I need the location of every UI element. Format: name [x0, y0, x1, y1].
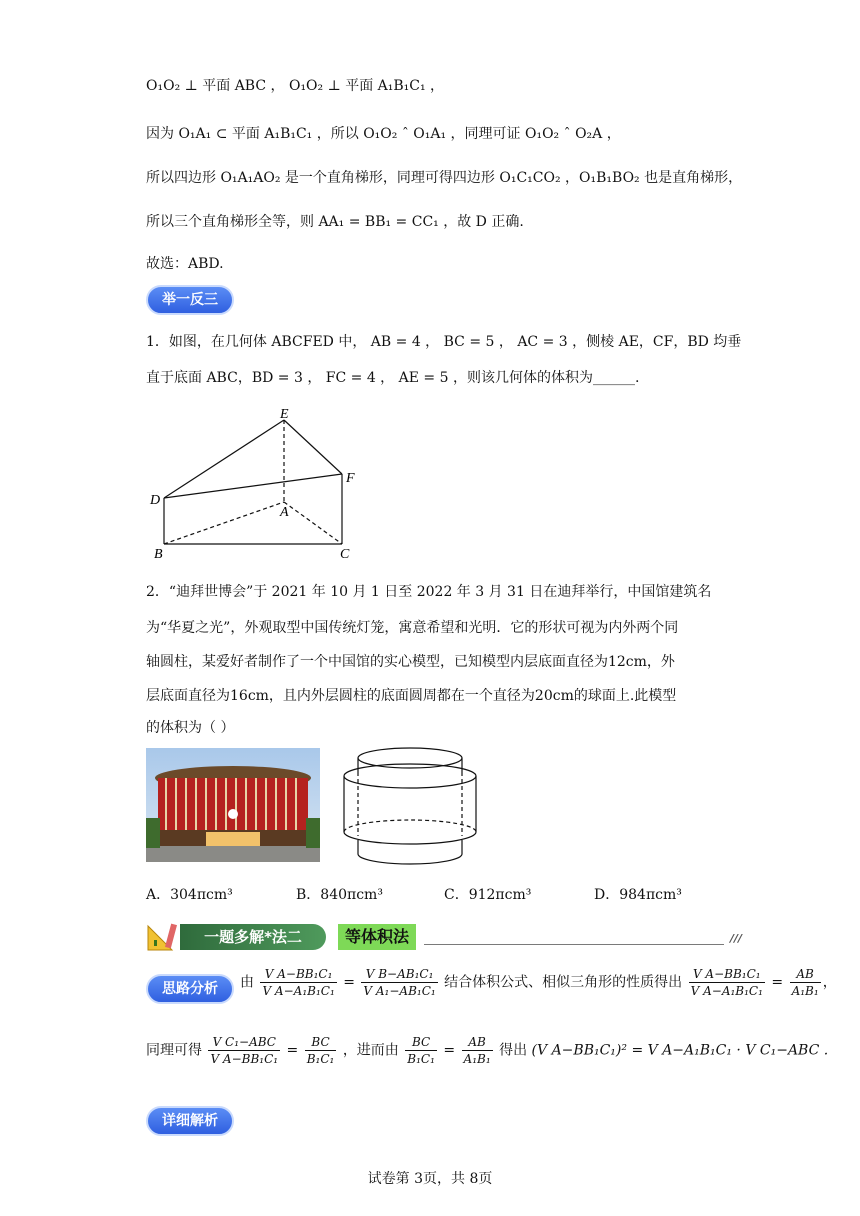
- q2-line-4: 层底面直径为16cm，且内外层圆柱的底面圆周都在一个直径为20cm的球面上.此模型: [146, 688, 677, 704]
- label-F: F: [346, 471, 355, 486]
- banner-method-label: 一题多解*法二: [180, 924, 326, 950]
- badge-detailed: 详细解析: [146, 1106, 234, 1136]
- fraction-5: $\frac{\text{V C₁−ABC}}{\text{V A−BB₁C₁}}$: [210, 1035, 279, 1066]
- q2-line-3: 轴圆柱，某爱好者制作了一个中国馆的实心模型，已知模型内层底面直径为12cm，外: [146, 654, 675, 670]
- banner-marks: ///: [730, 932, 743, 945]
- fraction-3: $\frac{\text{V A−BB₁C₁}}{\text{V A−A₁B₁C₁}}$: [690, 967, 763, 998]
- analysis-line-1: [240, 966, 837, 999]
- text-similarly: 同理可得: [146, 1042, 202, 1059]
- badge-analysis: 思路分析: [146, 974, 234, 1004]
- solution-line-1: O₁O₂ ⊥ 平面 ABC ， O₁O₂ ⊥ 平面 A₁B₁C₁ ，: [146, 78, 445, 94]
- label-D: D: [150, 493, 161, 508]
- option-c[interactable]: C．912πcm³: [444, 887, 532, 903]
- option-a[interactable]: A．304πcm³: [146, 887, 233, 903]
- fraction-1: $\frac{\text{V A−BB₁C₁}}{\text{V A−A₁B₁C₁}}$: [262, 967, 335, 998]
- analysis-line-2: [146, 1034, 828, 1067]
- text-mid: 结合体积公式、相似三角形的性质得出: [444, 974, 683, 991]
- equals-2: =: [771, 974, 784, 991]
- fraction-2: $\frac{\text{V B−AB₁C₁}}{\text{V A₁−AB₁C₁}}$: [363, 967, 436, 998]
- q2-line-5: 的体积为（ ）: [146, 720, 235, 736]
- text-you: 由: [240, 974, 254, 991]
- label-E: E: [280, 407, 289, 422]
- volume-equation: (V A−BB₁C₁)² = V A−A₁B₁C₁ · V C₁−ABC .: [531, 1042, 829, 1059]
- badge-practice: 举一反三: [146, 285, 234, 315]
- q1-line-2: 直于底面 ABC，BD = 3 ， FC = 4 ， AE = 5 ，则该几何体的体积为______.: [146, 370, 640, 386]
- fraction-4: $\frac{AB}{\text{A₁B₁}}$: [791, 967, 819, 998]
- page-footer: 试卷第 3页，共 8页: [367, 1171, 493, 1187]
- text-then: ，进而由: [342, 1042, 399, 1059]
- answer-line: 故选：ABD.: [146, 256, 224, 272]
- option-d[interactable]: D．984πcm³: [594, 887, 682, 903]
- equals-3: =: [286, 1042, 299, 1059]
- option-b[interactable]: B．840πcm³: [296, 887, 383, 903]
- label-A: A: [280, 505, 289, 520]
- solution-line-4: 所以三个直角梯形全等，则 AA₁ = BB₁ = CC₁ ，故 D 正确.: [146, 214, 524, 230]
- solution-line-2: 因为 O₁A₁ ⊂ 平面 A₁B₁C₁ ，所以 O₁O₂ ˆ O₁A₁ ，同理可证 O₁O₂ ˆ O₂A ，: [146, 126, 621, 142]
- fraction-6: $\frac{BC}{\text{B₁C₁}}$: [306, 1035, 335, 1066]
- solution-line-3: 所以四边形 O₁A₁AO₂ 是一个直角梯形，同理可得四边形 O₁C₁CO₂ ，O₁B₁BO₂ 也是直角梯形，: [146, 170, 743, 186]
- fraction-7: $\frac{BC}{\text{B₁C₁}}$: [407, 1035, 435, 1066]
- banner-rule: [424, 944, 724, 945]
- text-get: 得出: [499, 1042, 528, 1059]
- q1-figure: [146, 402, 376, 562]
- q2-line-2: 为“华夏之光”，外观取型中国传统灯笼，寓意希望和光明．它的形状可视为内外两个同: [146, 620, 679, 636]
- q1-line-1: 1．如图，在几何体 ABCFED 中， AB = 4 ， BC = 5 ， AC = 3 ，侧棱 AE，CF，BD 均垂: [146, 334, 742, 350]
- comma-1: ，: [822, 974, 837, 991]
- ruler-pencil-icon: [146, 922, 180, 952]
- method-banner: [146, 922, 742, 952]
- coaxial-cylinders-figure: [340, 744, 482, 868]
- q2-line-1: 2．“迪拜世博会”于 2021 年 10 月 1 日至 2022 年 3 月 31 日在迪拜举行，中国馆建筑名: [146, 584, 712, 600]
- fraction-8: $\frac{AB}{\text{A₁B₁}}$: [463, 1035, 491, 1066]
- equals-1: =: [343, 974, 355, 991]
- equals-4: =: [443, 1042, 456, 1059]
- banner-topic-label: 等体积法: [338, 924, 416, 950]
- label-C: C: [340, 547, 350, 562]
- label-B: B: [154, 547, 163, 562]
- china-pavilion-photo: [146, 748, 320, 862]
